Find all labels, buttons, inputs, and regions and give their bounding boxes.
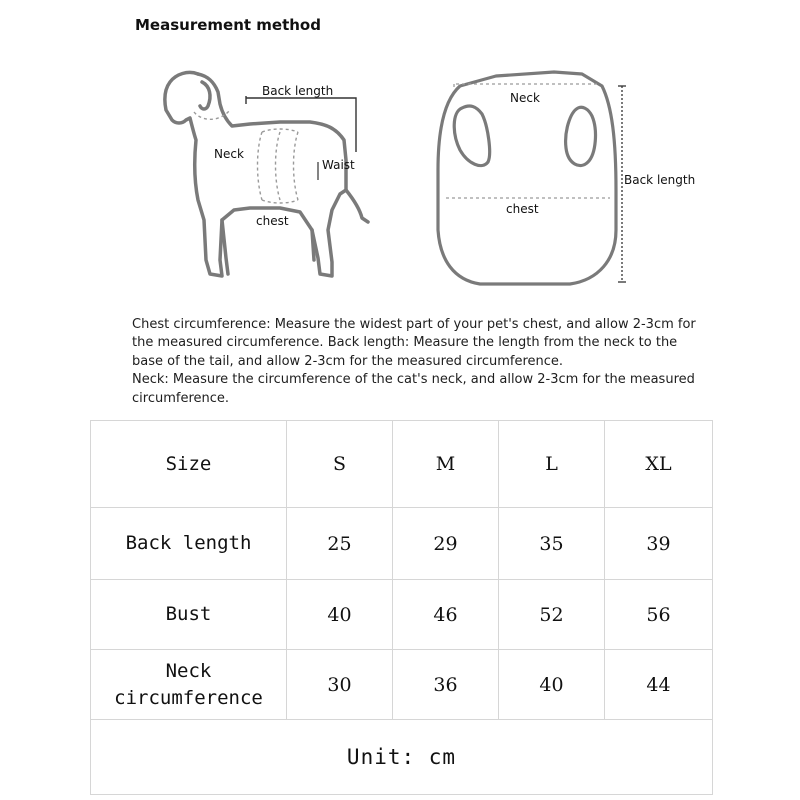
table-cell: 30 bbox=[287, 650, 393, 720]
table-cell: 56 bbox=[605, 580, 713, 650]
dog-waist-label: Waist bbox=[322, 158, 355, 172]
table-cell: 36 bbox=[393, 650, 499, 720]
size-l-header: L bbox=[499, 421, 605, 508]
vest-measurement-illustration bbox=[430, 60, 720, 300]
size-xl-header: XL bbox=[605, 421, 713, 508]
table-row bbox=[91, 421, 713, 508]
size-header-cell: Size bbox=[91, 421, 287, 508]
neck-circumference-row-label bbox=[91, 650, 287, 720]
dog-neck-label: Neck bbox=[214, 147, 244, 161]
table-cell: 29 bbox=[393, 508, 499, 580]
table-cell: 39 bbox=[605, 508, 713, 580]
dog-measurement-illustration bbox=[150, 60, 400, 300]
table-cell: 52 bbox=[499, 580, 605, 650]
size-s-header: S bbox=[287, 421, 393, 508]
measurement-description bbox=[132, 316, 712, 408]
vest-chest-label: chest bbox=[506, 202, 539, 216]
dog-outline-icon bbox=[150, 60, 400, 300]
neck-label-line-2: circumference bbox=[114, 686, 263, 709]
size-chart-table bbox=[90, 420, 713, 795]
back-length-row-label: Back length bbox=[91, 508, 287, 580]
page-title: Measurement method bbox=[135, 16, 321, 34]
table-row bbox=[91, 720, 713, 795]
table-cell: 25 bbox=[287, 508, 393, 580]
table-row bbox=[91, 508, 713, 580]
neck-label-line-1: Neck bbox=[165, 659, 212, 682]
table-row bbox=[91, 650, 713, 720]
table-cell: 35 bbox=[499, 508, 605, 580]
size-m-header: M bbox=[393, 421, 499, 508]
vest-neck-label: Neck bbox=[510, 91, 540, 105]
description-paragraph-1: Chest circumference: Measure the widest part of your pet's chest, and allow 2-3cm for the measured circumference. Back length: Measure the length from the neck to the base of the tail, and allow 2-3cm for the measured circumference. bbox=[132, 317, 696, 369]
description-paragraph-2: Neck: Measure the circumference of the cat's neck, and allow 2-3cm for the measured circumference. bbox=[132, 372, 695, 406]
bust-row-label: Bust bbox=[91, 580, 287, 650]
table-cell: 40 bbox=[287, 580, 393, 650]
table-cell: 46 bbox=[393, 580, 499, 650]
unit-note: Unit: cm bbox=[91, 720, 713, 795]
table-row bbox=[91, 580, 713, 650]
vest-back-length-label: Back length bbox=[624, 173, 696, 187]
dog-back-length-label: Back length bbox=[262, 84, 334, 98]
table-cell: 40 bbox=[499, 650, 605, 720]
dog-chest-label: chest bbox=[256, 214, 289, 228]
vest-outline-icon bbox=[430, 60, 720, 300]
table-cell: 44 bbox=[605, 650, 713, 720]
